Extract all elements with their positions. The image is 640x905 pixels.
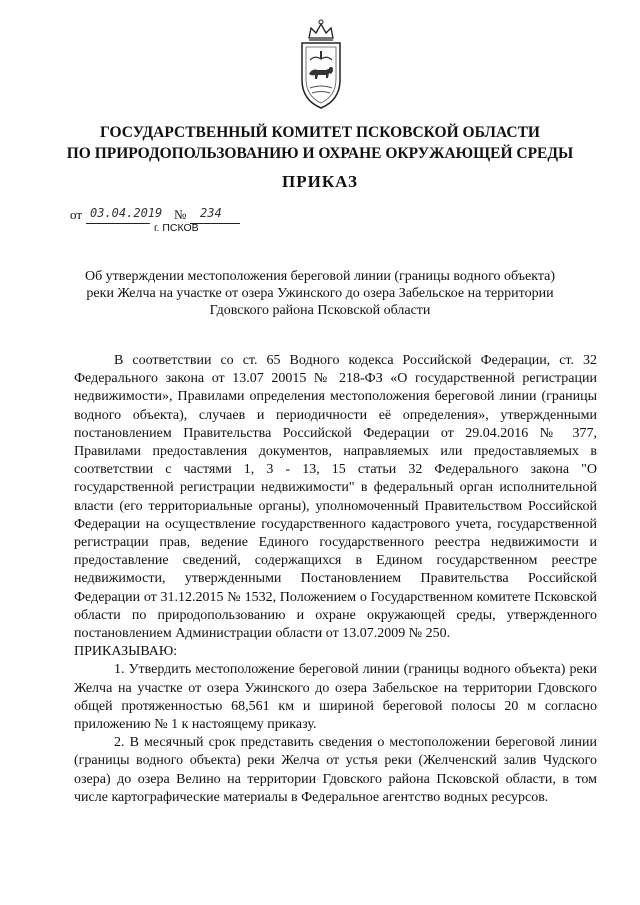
agency-name-line-1: ГОСУДАРСТВЕННЫЙ КОМИТЕТ ПСКОВСКОЙ ОБЛАСТИ — [99, 124, 540, 141]
city: г. ПСКОВ — [154, 222, 199, 234]
order-body — [74, 352, 597, 807]
coat-of-arms-emblem — [298, 18, 344, 110]
date-underline — [86, 223, 150, 224]
subject-line-3: Гдовского района Псковской области — [209, 303, 431, 318]
order-item-2: 2. В месячный срок представить сведения о местоположении береговой линии (границы водного объекта) реки Желча от устья реки (Желченский залив Чудского озера) до озера Велино на территории Гдовского района Псковской области, в том числе картографические материалы в Федеральное агентство водных ресурсов. — [74, 735, 597, 805]
order-number: 234 — [200, 206, 222, 220]
number-label: № — [174, 207, 187, 222]
subject-line-2: реки Желча на участке от озера Ужинского до озера Забельское на территории — [86, 286, 554, 301]
preamble-paragraph: В соответствии со ст. 65 Водного кодекса Российской Федерации, ст. 32 Федерального закона от 13.07 20015 № 218-ФЗ «О государственной регистрации недвижимости», Правилами определения местоположения береговой линии (границы водного объекта), случаев и периодичности её определения», утвержденными постановлением Правительства Российской Федерации от 29.04.2016 № 377, Правилами предоставления документов, направляемых или предоставляемых в соответствии с частями 1, 3 - 13, 15 статьи 32 Федерального закона "О государственной регистрации недвижимости" в федеральный орган исполнительной власти (его территориальные органы), уполномоченный Правительством Российской Федерации на осуществление государственного кадастрового учета, государственной регистрации прав, ведение Единого государственного реестра недвижимости и предоставление сведений, содержащихся в Едином государственном реестре недвижимости, утвержденными Постановлением Правительства Российской Федерации от 31.12.2015 № 1532, Положением о Государственном комитете Псковской области по природопользованию и охране окружающей среды, утвержденного постановлением Администрации области от 13.07.2009 № 250. — [74, 353, 597, 642]
order-subject — [60, 268, 580, 319]
agency-name-line-2: ПО ПРИРОДОПОЛЬЗОВАНИЮ И ОХРАНЕ ОКРУЖАЮЩЕЙ СРЕДЫ — [66, 145, 574, 162]
order-date: 03.04.2019 — [90, 206, 163, 220]
from-label: от — [70, 207, 83, 222]
document-title: ПРИКАЗ — [282, 172, 358, 191]
order-word: ПРИКАЗЫВАЮ: — [74, 644, 178, 660]
subject-line-1: Об утверждении местоположения береговой линии (границы водного объекта) — [84, 269, 556, 284]
order-item-1: 1. Утвердить местоположение береговой линии (границы водного объекта) реки Желча на участке от озера Ужинского до озера Забельское на территории Гдовского общей протяженностью 68,561 км и шириной береговой полосы 20 м согласно приложению № 1 к настоящему приказу. — [74, 662, 597, 733]
